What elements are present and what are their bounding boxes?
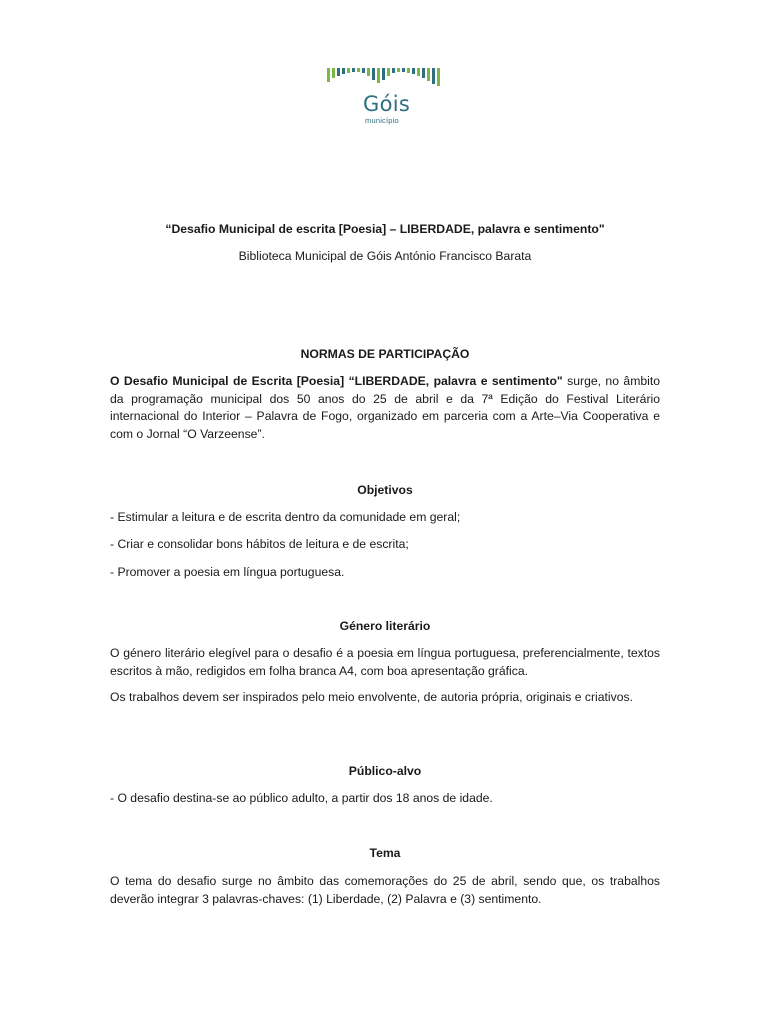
genero-paragraph-2: Os trabalhos devem ser inspirados pelo meio envolvente, de autoria própria, originais e criativos. xyxy=(110,690,633,704)
gois-municipio-logo xyxy=(325,64,445,124)
list-item: - Criar e consolidar bons hábitos de leitura e de escrita; xyxy=(110,537,409,551)
normas-heading: NORMAS DE PARTICIPAÇÃO xyxy=(300,347,470,361)
intro-paragraph xyxy=(110,373,660,443)
bridge-arches-icon xyxy=(325,64,445,90)
genero-paragraph-1: O género literário elegível para o desafio é a poesia em língua portuguesa, preferencialmente, textos escritos à mão, redigidos em folha branca A4, com boa apresentação gráfica. xyxy=(110,646,660,678)
intro-bold: O Desafio Municipal de Escrita [Poesia] “LIBERDADE, palavra e sentimento" xyxy=(110,374,563,388)
tema-paragraph: O tema do desafio surge no âmbito das comemorações do 25 de abril, sendo que, os trabalhos deverão integrar 3 palavras-chaves: (1) Liberdade, (2) Palavra e (3) sentimento. xyxy=(110,874,660,906)
list-item: - O desafio destina-se ao público adulto, a partir dos 18 anos de idade. xyxy=(110,791,493,805)
logo-subtitle: município xyxy=(365,116,399,125)
intro-rest: surge, no âmbito da programação municipal dos 50 anos do 25 de abril e da 7ª Edição do Festival Literário internacional do Interior – Palavra de Fogo, organizado em parceria com a Arte–Via Cooperativa e com o Jornal “O Varzeense”. xyxy=(110,374,661,441)
document-subtitle: Biblioteca Municipal de Góis António Francisco Barata xyxy=(238,249,532,263)
list-item: - Estimular a leitura e de escrita dentro da comunidade em geral; xyxy=(110,510,461,524)
list-item: - Promover a poesia em língua portuguesa. xyxy=(110,565,345,579)
document-title: “Desafio Municipal de escrita [Poesia] – LIBERDADE, palavra e sentimento" xyxy=(165,222,605,236)
logo-name: Góis xyxy=(363,92,411,116)
section-heading-tema: Tema xyxy=(369,846,401,860)
section-heading-genero: Género literário xyxy=(339,619,431,633)
section-heading-publico: Público-alvo xyxy=(348,764,422,778)
section-heading-objetivos: Objetivos xyxy=(357,483,413,497)
